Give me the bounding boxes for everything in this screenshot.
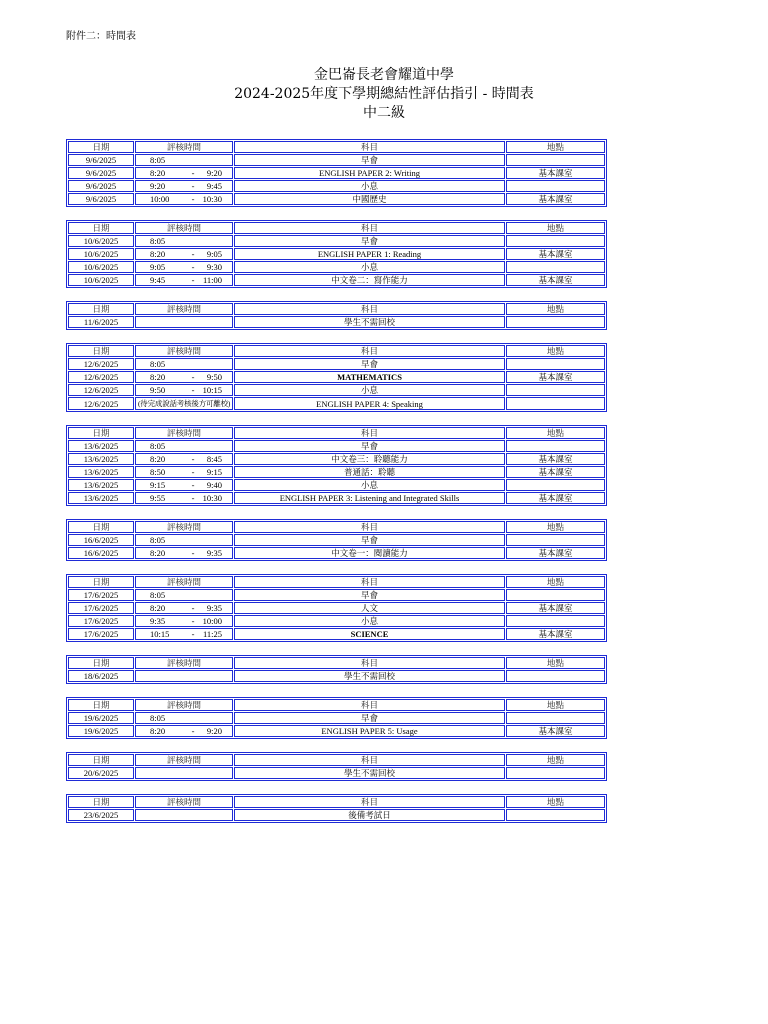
day-table	[66, 343, 607, 412]
header-subject: 科目	[234, 303, 505, 315]
time-cell	[135, 809, 233, 821]
start-time: 8:05	[150, 155, 166, 165]
header-subject: 科目	[234, 521, 505, 533]
time-cell	[135, 167, 233, 179]
time-separator: -	[191, 616, 195, 626]
start-time: 8:20	[150, 548, 166, 558]
table-header-row	[68, 427, 605, 439]
subject-cell: 早會	[234, 154, 505, 166]
start-time: 9:35	[150, 616, 166, 626]
time-separator: -	[191, 249, 195, 259]
date-cell: 16/6/2025	[68, 547, 134, 559]
time-separator: -	[191, 603, 195, 613]
annex-label: 附件二：時間表	[66, 31, 136, 42]
date-cell: 18/6/2025	[68, 670, 134, 682]
time-separator: -	[191, 467, 195, 477]
table-row	[68, 589, 605, 601]
subject-cell: 中文卷一：閱讀能力	[234, 547, 505, 559]
table-row	[68, 534, 605, 546]
header-location: 地點	[506, 754, 605, 766]
subject-cell: ENGLISH PAPER 2: Writing	[234, 167, 505, 179]
start-time: 8:20	[150, 454, 166, 464]
time-cell	[135, 712, 233, 724]
end-time: 10:15	[202, 385, 222, 395]
header-date: 日期	[68, 576, 134, 588]
time-cell	[135, 492, 233, 504]
location-cell: 基本課室	[506, 466, 605, 478]
date-cell: 13/6/2025	[68, 466, 134, 478]
start-time: 9:45	[150, 275, 166, 285]
subject-cell: 中國歷史	[234, 193, 505, 205]
header-date: 日期	[68, 699, 134, 711]
time-separator: -	[191, 548, 195, 558]
header-time: 評核時間	[135, 576, 233, 588]
subject-cell: 中文卷二：寫作能力	[234, 274, 505, 286]
end-time: 9:35	[206, 548, 222, 558]
start-time: 9:05	[150, 262, 166, 272]
location-cell	[506, 670, 605, 682]
header-subject: 科目	[234, 657, 505, 669]
end-time: 9:35	[206, 603, 222, 613]
table-row	[68, 767, 605, 779]
table-row	[68, 180, 605, 192]
location-cell	[506, 534, 605, 546]
date-cell: 17/6/2025	[68, 615, 134, 627]
location-cell: 基本課室	[506, 602, 605, 614]
timetable	[66, 139, 607, 836]
header-subject: 科目	[234, 699, 505, 711]
subject-cell: 小息	[234, 615, 505, 627]
table-row	[68, 602, 605, 614]
subject-cell: 中文卷三：聆聽能力	[234, 453, 505, 465]
subject-cell: ENGLISH PAPER 3: Listening and Integrated Skills	[234, 492, 505, 504]
time-cell	[135, 628, 233, 640]
subject-cell: 普通話：聆聽	[234, 466, 505, 478]
start-time: 8:20	[150, 249, 166, 259]
end-time: 9:15	[206, 467, 222, 477]
day-table	[66, 697, 607, 739]
date-cell: 9/6/2025	[68, 154, 134, 166]
date-cell: 9/6/2025	[68, 193, 134, 205]
table-row	[68, 274, 605, 286]
table-row	[68, 615, 605, 627]
date-cell: 17/6/2025	[68, 628, 134, 640]
date-cell: 20/6/2025	[68, 767, 134, 779]
location-cell: 基本課室	[506, 492, 605, 504]
header-location: 地點	[506, 796, 605, 808]
header-date: 日期	[68, 521, 134, 533]
grade-title: 中二級	[363, 105, 405, 121]
header-date: 日期	[68, 796, 134, 808]
date-cell: 17/6/2025	[68, 602, 134, 614]
end-time: 9:50	[206, 372, 222, 382]
header-time: 評核時間	[135, 345, 233, 357]
table-row	[68, 670, 605, 682]
table-row	[68, 154, 605, 166]
subject-cell: 早會	[234, 235, 505, 247]
header-time: 評核時間	[135, 754, 233, 766]
subject-cell: MATHEMATICS	[234, 371, 505, 383]
header-subject: 科目	[234, 754, 505, 766]
date-cell: 10/6/2025	[68, 274, 134, 286]
table-row	[68, 809, 605, 821]
location-cell: 基本課室	[506, 167, 605, 179]
start-time: 8:05	[150, 236, 166, 246]
day-table	[66, 139, 607, 207]
table-header-row	[68, 657, 605, 669]
start-time: 8:20	[150, 372, 166, 382]
time-separator: -	[191, 168, 195, 178]
table-row	[68, 167, 605, 179]
start-time: 10:00	[150, 194, 170, 204]
end-time: 9:05	[206, 249, 222, 259]
time-separator: -	[191, 194, 195, 204]
table-row	[68, 384, 605, 396]
date-cell: 12/6/2025	[68, 358, 134, 370]
subject-cell: 小息	[234, 479, 505, 491]
title-block	[0, 66, 768, 123]
subject-cell: 早會	[234, 712, 505, 724]
location-cell	[506, 316, 605, 328]
end-time: 11:25	[202, 629, 222, 639]
time-cell	[135, 397, 233, 410]
start-time: 9:55	[150, 493, 166, 503]
location-cell	[506, 384, 605, 396]
subject-cell: 人文	[234, 602, 505, 614]
start-time: 9:15	[150, 480, 166, 490]
date-cell: 13/6/2025	[68, 492, 134, 504]
time-separator: -	[191, 454, 195, 464]
time-separator: -	[191, 275, 195, 285]
time-cell	[135, 154, 233, 166]
time-cell	[135, 274, 233, 286]
day-table	[66, 655, 607, 684]
location-cell: 基本課室	[506, 248, 605, 260]
table-row	[68, 725, 605, 737]
header-time: 評核時間	[135, 796, 233, 808]
date-cell: 12/6/2025	[68, 397, 134, 410]
table-row	[68, 261, 605, 273]
header-time: 評核時間	[135, 427, 233, 439]
table-row	[68, 479, 605, 491]
end-time: 10:30	[202, 493, 222, 503]
date-cell: 12/6/2025	[68, 384, 134, 396]
subject-cell: 早會	[234, 440, 505, 452]
location-cell: 基本課室	[506, 193, 605, 205]
header-subject: 科目	[234, 427, 505, 439]
table-row	[68, 440, 605, 452]
header-location: 地點	[506, 222, 605, 234]
time-cell	[135, 589, 233, 601]
header-location: 地點	[506, 141, 605, 153]
table-row	[68, 248, 605, 260]
time-cell	[135, 615, 233, 627]
date-cell: 16/6/2025	[68, 534, 134, 546]
time-separator: -	[191, 493, 195, 503]
end-time: 10:30	[202, 194, 222, 204]
table-header-row	[68, 576, 605, 588]
location-cell	[506, 397, 605, 410]
location-cell: 基本課室	[506, 628, 605, 640]
start-time: 8:05	[150, 713, 166, 723]
header-subject: 科目	[234, 222, 505, 234]
table-row	[68, 235, 605, 247]
date-cell: 11/6/2025	[68, 316, 134, 328]
subject-cell: ENGLISH PAPER 5: Usage	[234, 725, 505, 737]
date-cell: 13/6/2025	[68, 453, 134, 465]
start-time: 10:15	[150, 629, 170, 639]
school-name: 金巴崙長老會耀道中學	[314, 67, 454, 83]
day-table	[66, 425, 607, 506]
day-table	[66, 752, 607, 781]
subject-cell: 學生不需回校	[234, 316, 505, 328]
start-time: 8:05	[150, 535, 166, 545]
location-cell	[506, 712, 605, 724]
date-cell: 13/6/2025	[68, 479, 134, 491]
time-cell	[135, 602, 233, 614]
location-cell	[506, 440, 605, 452]
location-cell: 基本課室	[506, 725, 605, 737]
time-cell	[135, 466, 233, 478]
header-time: 評核時間	[135, 222, 233, 234]
table-row	[68, 628, 605, 640]
table-row	[68, 316, 605, 328]
time-cell	[135, 384, 233, 396]
start-time: 8:50	[150, 467, 166, 477]
header-subject: 科目	[234, 141, 505, 153]
start-time: 8:05	[150, 590, 166, 600]
location-cell	[506, 358, 605, 370]
location-cell	[506, 615, 605, 627]
time-cell	[135, 180, 233, 192]
header-subject: 科目	[234, 796, 505, 808]
header-time: 評核時間	[135, 657, 233, 669]
subject-cell: 小息	[234, 261, 505, 273]
header-date: 日期	[68, 141, 134, 153]
header-location: 地點	[506, 345, 605, 357]
location-cell	[506, 180, 605, 192]
table-row	[68, 371, 605, 383]
subject-cell: ENGLISH PAPER 4: Speaking	[234, 397, 505, 410]
table-row	[68, 466, 605, 478]
location-cell	[506, 261, 605, 273]
date-cell: 10/6/2025	[68, 248, 134, 260]
table-header-row	[68, 796, 605, 808]
date-cell: 13/6/2025	[68, 440, 134, 452]
subject-cell: 小息	[234, 180, 505, 192]
end-time: 9:45	[206, 181, 222, 191]
day-table	[66, 220, 607, 288]
location-cell	[506, 809, 605, 821]
time-cell	[135, 248, 233, 260]
time-separator: -	[191, 181, 195, 191]
date-cell: 23/6/2025	[68, 809, 134, 821]
date-cell: 9/6/2025	[68, 167, 134, 179]
location-cell: 基本課室	[506, 371, 605, 383]
location-cell: 基本課室	[506, 453, 605, 465]
table-header-row	[68, 303, 605, 315]
time-cell	[135, 440, 233, 452]
header-date: 日期	[68, 345, 134, 357]
date-cell: 19/6/2025	[68, 712, 134, 724]
table-header-row	[68, 754, 605, 766]
time-separator: -	[191, 262, 195, 272]
date-cell: 17/6/2025	[68, 589, 134, 601]
header-location: 地點	[506, 576, 605, 588]
header-location: 地點	[506, 521, 605, 533]
document-title: 2024-2025年度下學期總結性評估指引 - 時間表	[234, 86, 534, 102]
start-time: 8:05	[150, 359, 166, 369]
time-cell	[135, 261, 233, 273]
location-cell	[506, 235, 605, 247]
subject-cell: 小息	[234, 384, 505, 396]
date-cell: 10/6/2025	[68, 261, 134, 273]
start-time: 9:50	[150, 385, 166, 395]
table-row	[68, 397, 605, 410]
header-date: 日期	[68, 657, 134, 669]
end-time: 10:00	[202, 616, 222, 626]
header-time: 評核時間	[135, 303, 233, 315]
time-cell	[135, 670, 233, 682]
location-cell	[506, 589, 605, 601]
date-cell: 12/6/2025	[68, 371, 134, 383]
day-table	[66, 794, 607, 823]
header-location: 地點	[506, 657, 605, 669]
location-cell: 基本課室	[506, 547, 605, 559]
subject-cell: 早會	[234, 534, 505, 546]
location-cell	[506, 154, 605, 166]
date-cell: 19/6/2025	[68, 725, 134, 737]
header-date: 日期	[68, 427, 134, 439]
day-table	[66, 301, 607, 330]
time-separator: -	[191, 629, 195, 639]
subject-cell: 早會	[234, 358, 505, 370]
day-table	[66, 574, 607, 642]
end-time: 8:45	[206, 454, 222, 464]
time-cell	[135, 767, 233, 779]
end-time: 9:30	[206, 262, 222, 272]
time-cell	[135, 547, 233, 559]
time-cell	[135, 371, 233, 383]
table-header-row	[68, 222, 605, 234]
time-cell	[135, 316, 233, 328]
time-cell	[135, 534, 233, 546]
table-header-row	[68, 521, 605, 533]
table-row	[68, 712, 605, 724]
table-header-row	[68, 345, 605, 357]
end-time: 9:40	[206, 480, 222, 490]
start-time: 9:20	[150, 181, 166, 191]
date-cell: 9/6/2025	[68, 180, 134, 192]
subject-cell: ENGLISH PAPER 1: Reading	[234, 248, 505, 260]
header-location: 地點	[506, 427, 605, 439]
end-time: 11:00	[202, 275, 222, 285]
time-cell	[135, 453, 233, 465]
header-time: 評核時間	[135, 521, 233, 533]
start-time: 8:20	[150, 726, 166, 736]
time-cell	[135, 235, 233, 247]
end-time: 9:20	[206, 726, 222, 736]
end-time: 9:20	[206, 168, 222, 178]
time-separator: -	[191, 726, 195, 736]
subject-cell: SCIENCE	[234, 628, 505, 640]
time-separator: -	[191, 372, 195, 382]
subject-cell: 學生不需回校	[234, 670, 505, 682]
time-cell	[135, 358, 233, 370]
time-cell	[135, 725, 233, 737]
location-cell	[506, 479, 605, 491]
table-row	[68, 453, 605, 465]
header-date: 日期	[68, 303, 134, 315]
header-date: 日期	[68, 222, 134, 234]
day-table	[66, 519, 607, 561]
time-cell	[135, 479, 233, 491]
time-note: (待完成說話考核後方可離校)	[138, 399, 231, 408]
header-time: 評核時間	[135, 699, 233, 711]
table-row	[68, 193, 605, 205]
start-time: 8:05	[150, 441, 166, 451]
header-subject: 科目	[234, 345, 505, 357]
header-location: 地點	[506, 699, 605, 711]
subject-cell: 早會	[234, 589, 505, 601]
location-cell: 基本課室	[506, 274, 605, 286]
header-subject: 科目	[234, 576, 505, 588]
table-row	[68, 358, 605, 370]
subject-cell: 後備考試日	[234, 809, 505, 821]
time-separator: -	[191, 480, 195, 490]
table-row	[68, 547, 605, 559]
location-cell	[506, 767, 605, 779]
header-location: 地點	[506, 303, 605, 315]
subject-cell: 學生不需回校	[234, 767, 505, 779]
start-time: 8:20	[150, 168, 166, 178]
time-separator: -	[191, 385, 195, 395]
table-header-row	[68, 141, 605, 153]
time-cell	[135, 193, 233, 205]
table-header-row	[68, 699, 605, 711]
header-time: 評核時間	[135, 141, 233, 153]
date-cell: 10/6/2025	[68, 235, 134, 247]
table-row	[68, 492, 605, 504]
start-time: 8:20	[150, 603, 166, 613]
header-date: 日期	[68, 754, 134, 766]
